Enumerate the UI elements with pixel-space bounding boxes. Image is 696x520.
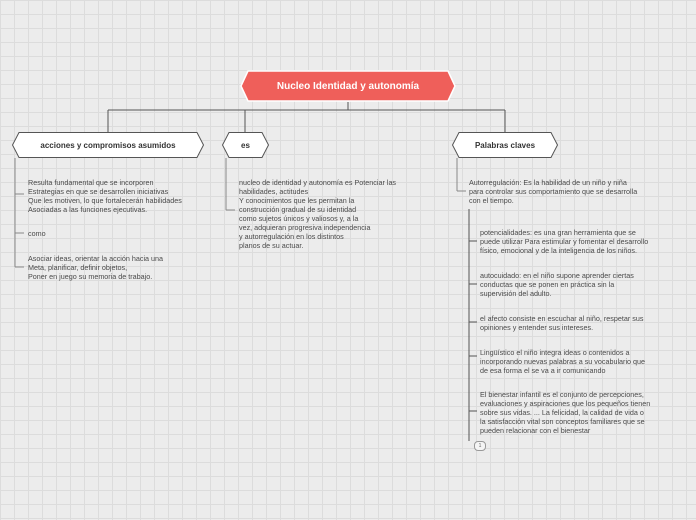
palabras-intro[interactable]: Autorregulación: Es la habilidad de un niño y niña para controlar sus comportamiento que se desarrolla con el tiempo. [469,178,638,205]
palabras-subtopic-1[interactable]: potencialidades: es una gran herramienta que se puede utilizar Para estimular y fomentar el desarrollo físico, emocional y de la inteligencia de los niños. [480,228,649,255]
branch-acciones-label: acciones y compromisos asumidos [40,140,176,150]
branch-acciones[interactable] [12,132,204,158]
palabras-subtopic-3[interactable]: el afecto consiste en escuchar al niño, respetar sus opiniones y entender sus intereses. [480,314,644,332]
es-subtopic-1[interactable]: nucleo de identidad y autonomía es Potenciar las habilidades, actitudes Y conocimientos que les permitan la construcción gradual de su identidad como sujetos únicos y valiosos y, a la vez, adquieran progresiva independencia y autorregulación en los distintos planos de su actuar. [239,178,397,250]
acciones-subtopic-3[interactable]: Asociar ideas, orientar la acción hacia una Meta, planificar, definir objetos, Poner en juego su memoria de trabajo. [28,254,164,281]
branch-palabras-claves[interactable] [452,132,558,158]
acciones-subtopic-2[interactable]: como [28,229,46,238]
palabras-subtopic-5[interactable]: El bienestar infantil es el conjunto de percepciones, evaluaciones y aspiraciones que los pequeños tienen sobre sus vidas. ... La felicidad, la calidad de vida o la satisfacción vital son conceptos familiares que se pueden relacionar con el bienestar [480,390,651,435]
branch-palabras-claves-label: Palabras claves [474,140,536,150]
branch-es-label: es [241,140,250,150]
root-topic-title: Nucleo Identidad y autonomía [276,80,420,92]
collapsed-count-badge[interactable]: 1 [474,441,486,451]
root-topic[interactable] [240,70,456,102]
branch-es[interactable] [222,132,269,158]
acciones-subtopic-1[interactable]: Resulta fundamental que se incorporen Estrategias en que se desarrollen iniciativas Que les motiven, lo que fortalecerán habilidades Asociadas a las funciones ejecutivas. [28,178,182,214]
palabras-subtopic-4[interactable]: Lingüístico el niño integra ideas o contenidos a incorporando nuevas palabras a su vocabulario que de esa forma el se va a ir comunicando [480,348,646,375]
palabras-subtopic-2[interactable]: autocuidado: en el niño supone aprender ciertas conductas que se ponen en práctica sin la supervisión del adulto. [480,271,634,298]
